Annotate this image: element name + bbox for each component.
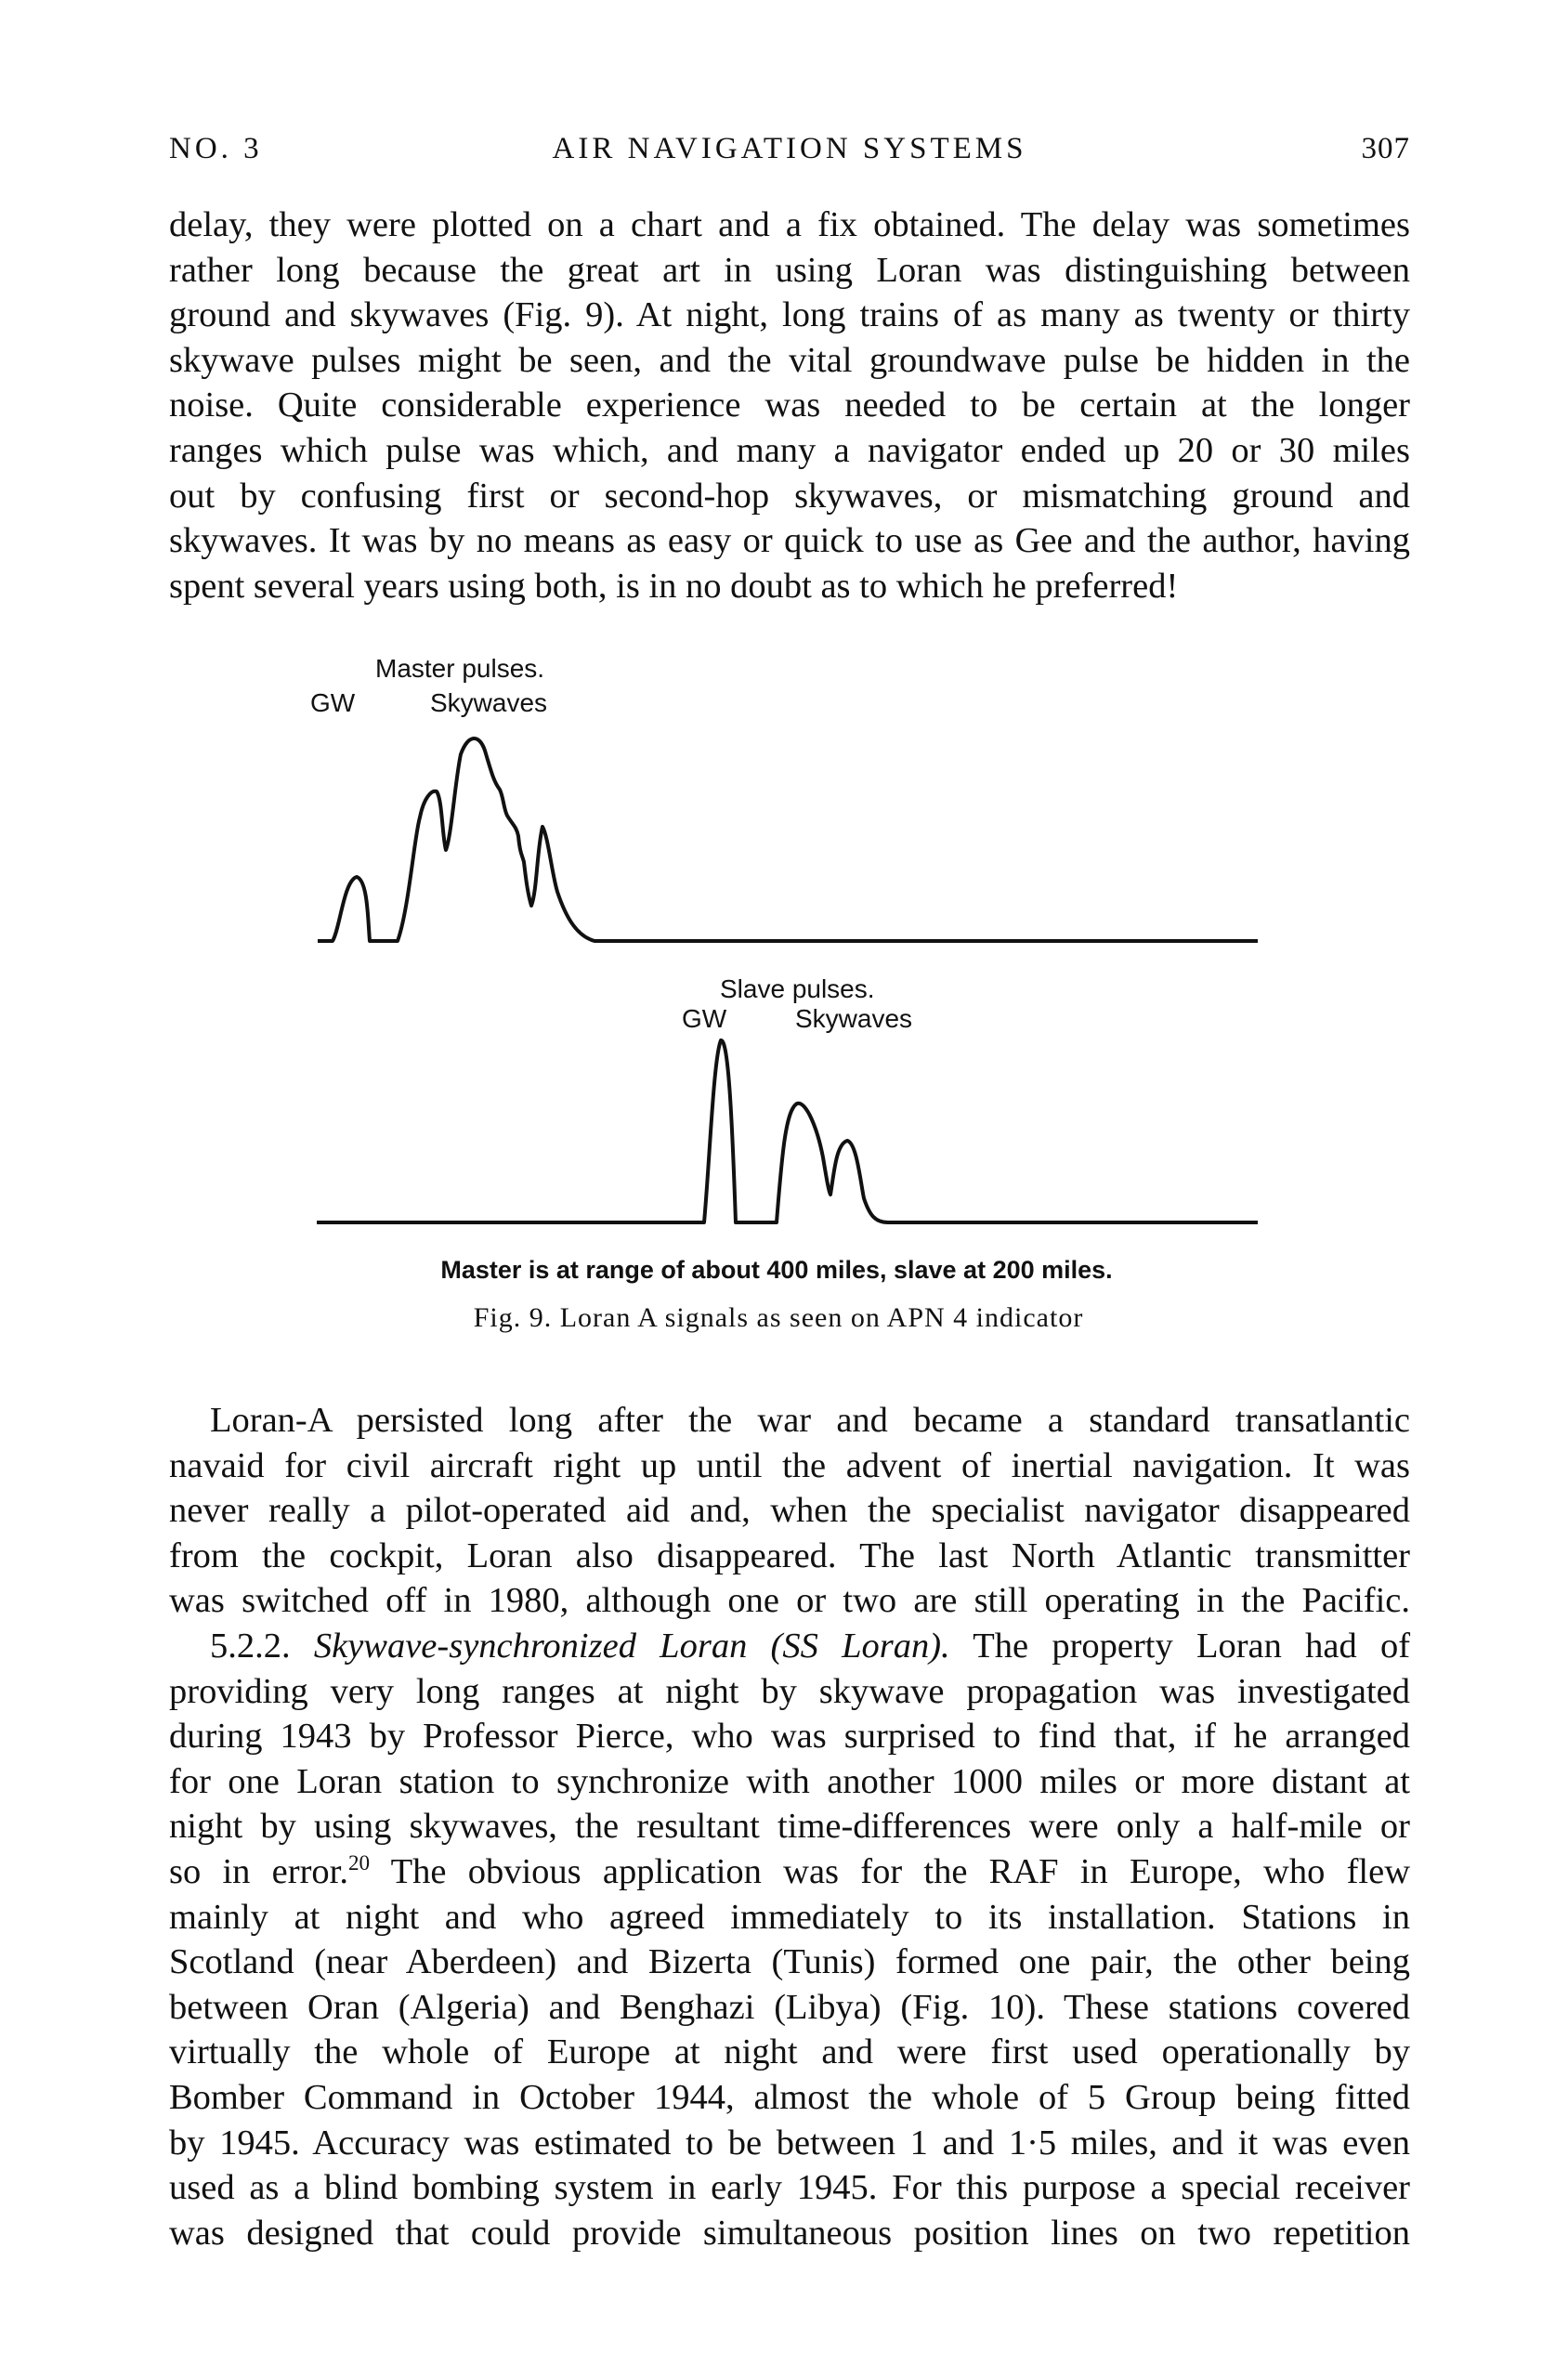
text-line: ground and skywaves (Fig. 9). At night, long trains of as many as twenty or thirty <box>169 295 1410 335</box>
text-line: skywave pulses might be seen, and the vital groundwave pulse be hidden in the <box>169 340 1410 380</box>
journal-issue: NO. 3 <box>169 132 263 165</box>
text-line: used as a blind bombing system in early 1945. For this purpose a special receiver <box>169 2168 1410 2208</box>
footnote-reference[interactable]: 20 <box>347 1850 371 1875</box>
section-heading-line <box>169 1624 1410 1669</box>
text-line: between Oran (Algeria) and Benghazi (Libya) (Fig. 10). These stations covered <box>169 1987 1410 2027</box>
text-line: for one Loran station to synchronize with another 1000 miles or more distant at <box>169 1761 1410 1801</box>
text-line: delay, they were plotted on a chart and a fix obtained. The delay was sometimes <box>169 205 1410 244</box>
text-line: from the cockpit, Loran also disappeared. The last North Atlantic transmitter <box>169 1535 1410 1575</box>
page-number: 307 <box>1361 132 1410 165</box>
text-line: virtually the whole of Europe at night and were first used operationally by <box>169 2032 1410 2072</box>
text-line: navaid for civil aircraft right up until the advent of inertial navigation. It was <box>169 1445 1410 1485</box>
master-skywaves-label: Skywaves <box>430 688 548 717</box>
paragraph-2 <box>169 1398 1410 1624</box>
text-line: out by confusing first or second-hop skywaves, or mismatching ground and <box>169 476 1410 516</box>
slave-pulse-trace <box>317 1040 1258 1222</box>
text-line: night by using skywaves, the resultant time-differences were only a half-mile or <box>169 1807 1410 1847</box>
text-line: during 1943 by Professor Pierce, who was surprised to find that, if he arranged <box>169 1717 1410 1757</box>
text-line: spent several years using both, is in no doubt as to which he preferred! <box>169 566 1179 606</box>
text-line: was designed that could provide simultaneous position lines on two repetition <box>169 2213 1410 2253</box>
text-run: The obvious application was for the RAF in Europe, who flew <box>370 1851 1411 1891</box>
text-line: was switched off in 1980, although one or two are still operating in the Pacific. <box>169 1581 1410 1621</box>
figure-caption: Fig. 9. Loran A signals as seen on APN 4 indicator <box>473 1302 1084 1333</box>
text-line: by 1945. Accuracy was estimated to be between 1 and 1·5 miles, and it was even <box>169 2123 1410 2162</box>
text-line: Loran-A persisted long after the war and became a standard transatlantic <box>210 1401 1410 1440</box>
text-line: ranges which pulse was which, and many a navigator ended up 20 or 30 miles <box>169 430 1410 470</box>
running-title: AIR NAVIGATION SYSTEMS <box>552 132 1027 165</box>
text-line: skywaves. It was by no means as easy or quick to use as Gee and the author, having <box>169 521 1410 561</box>
section-number: 5.2.2. <box>210 1627 291 1666</box>
text-line: Bomber Command in October 1944, almost the whole of 5 Group being fitted <box>169 2077 1410 2117</box>
master-pulse-trace <box>318 738 1258 941</box>
text-run: so in error. <box>169 1851 348 1891</box>
section-title: Skywave-synchronized Loran (SS Loran). <box>313 1627 950 1666</box>
master-gw-label: GW <box>310 688 356 717</box>
paragraph-3 <box>169 1624 1410 2255</box>
text-line: never really a pilot-operated aid and, when the specialist navigator disappeared <box>169 1491 1410 1531</box>
text-run: The property Loran had of <box>973 1627 1411 1666</box>
text-line: mainly at night and who agreed immediately to its installation. Stations in <box>169 1897 1410 1937</box>
slave-gw-label: GW <box>682 1004 727 1033</box>
text-line: rather long because the great art in using Loran was distinguishing between <box>169 250 1410 290</box>
text-line: noise. Quite considerable experience was needed to be certain at the longer <box>169 385 1410 425</box>
slave-pulses-title: Slave pulses. <box>720 974 875 1003</box>
slave-skywaves-label: Skywaves <box>795 1004 913 1033</box>
text-line: providing very long ranges at night by skywave propagation was investigated <box>169 1671 1410 1711</box>
footnote-line <box>169 1849 1410 1895</box>
figure-note: Master is at range of about 400 miles, slave at 200 miles. <box>440 1256 1113 1284</box>
master-pulses-title: Master pulses. <box>375 654 545 683</box>
text-line: Scotland (near Aberdeen) and Bizerta (Tunis) formed one pair, the other being <box>169 1942 1410 1982</box>
